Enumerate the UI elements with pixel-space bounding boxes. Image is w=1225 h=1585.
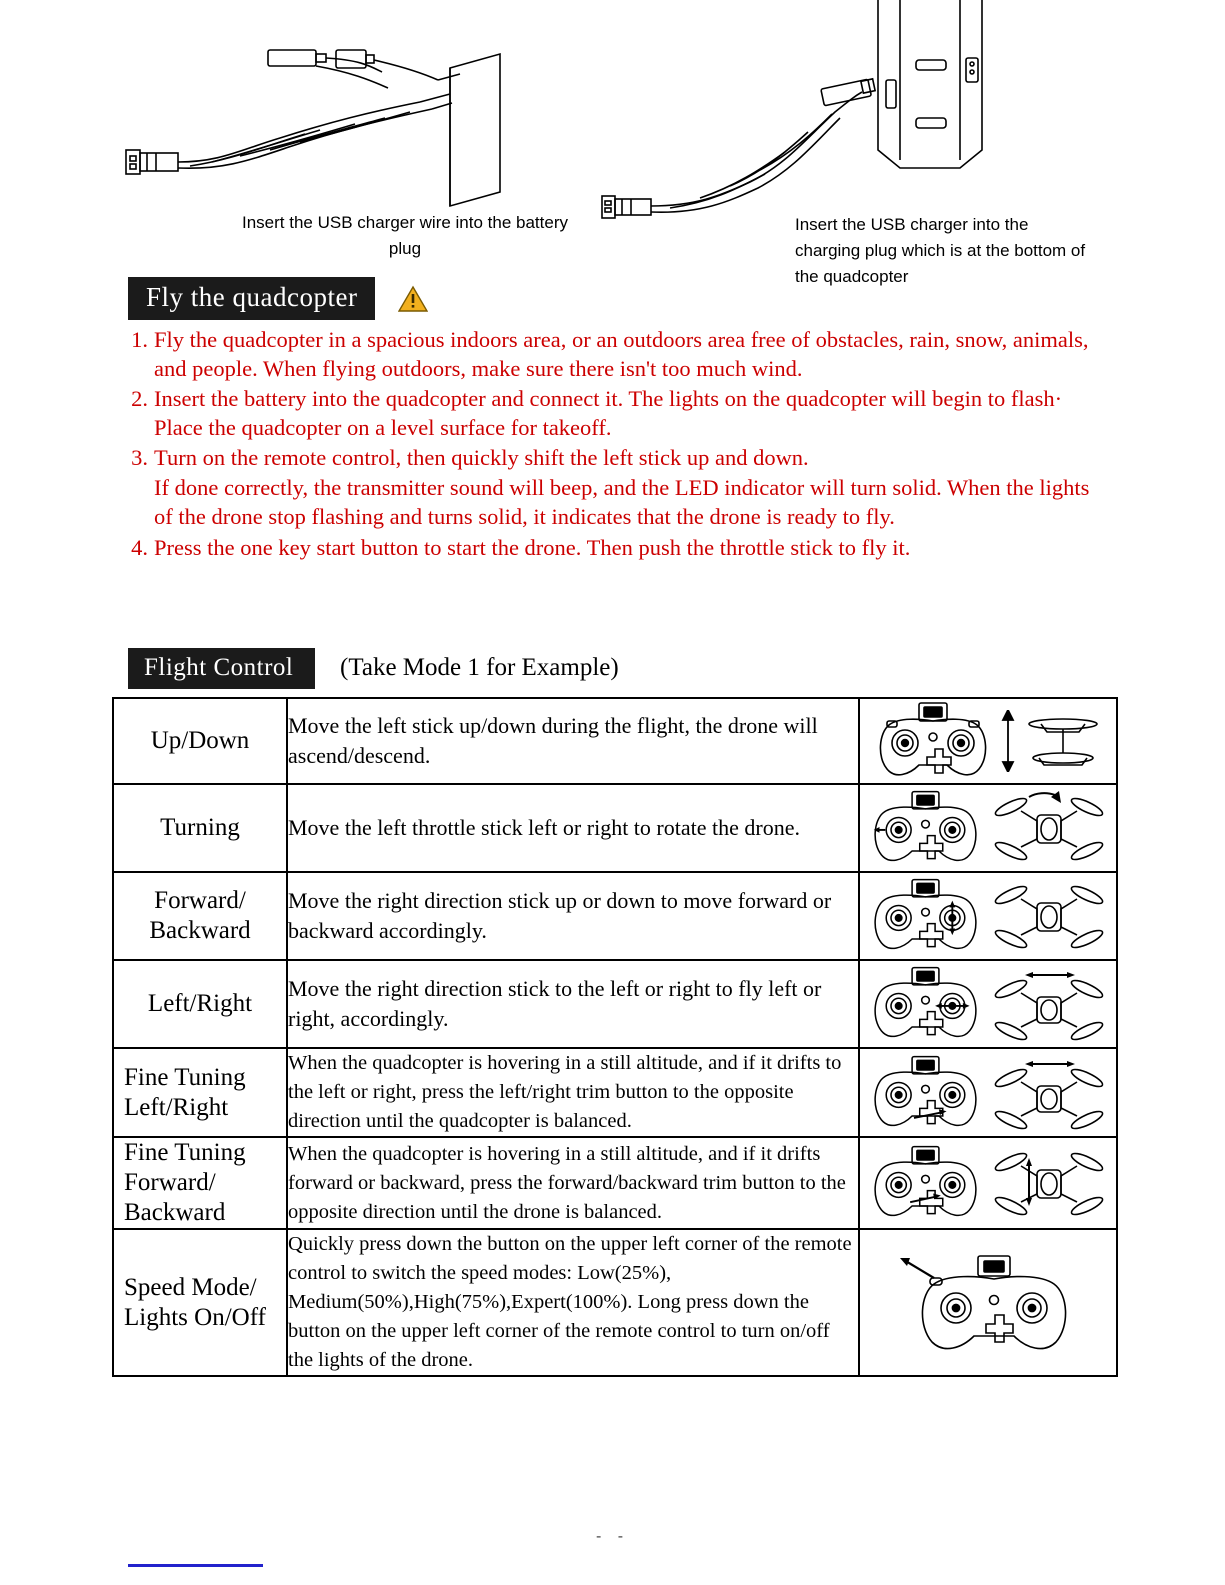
list-item [118, 325, 1098, 383]
table-cell-action: Turning [113, 784, 287, 872]
up-down-arrow-icon [999, 710, 1017, 772]
table-cell-description: Quickly press down the button on the upper left corner of the remote control to switch the speed modes: Low(25%), Medium(50%),High(75%),Expert(100%). Long press down the button on the upper left corner of the remote control to turn on/off the lights of the drone. [287, 1229, 859, 1376]
table-row [113, 1229, 1117, 1376]
section-header-flight-control: Flight Control [128, 648, 315, 689]
list-item-text: Press the one key start button to start the drone. Then push the throttle stick to fly it. [154, 535, 911, 560]
table-row [113, 784, 1117, 872]
list-item-text: Insert the battery into the quadcopter and connect it. The lights on the quadcopter will begin to flash· Place the quadcopter on a level surface for takeoff. [154, 386, 1063, 440]
table-row [113, 960, 1117, 1048]
list-item-text: Fly the quadcopter in a spacious indoors area, or an outdoors area free of obstacles, rain, snow, animals, and people. When flying outdoors, make sure there isn't too much wind. [154, 327, 1089, 381]
drone-top-rotate-icon [989, 785, 1109, 871]
table-cell-illustration [859, 1229, 1117, 1376]
table-cell-description: When the quadcopter is hovering in a still altitude, and if it drifts forward or backward, press the forward/backward trim button to the opposite direction until the drone is balanced. [287, 1137, 859, 1229]
drone-top-forward-backward-icon [989, 873, 1109, 959]
table-cell-illustration [859, 960, 1117, 1048]
warning-icon [398, 285, 428, 313]
caption-right: Insert the USB charger into the charging plug which is at the bottom of the quadcopter [795, 215, 1086, 286]
remote-control-icon [868, 1052, 983, 1134]
fly-instructions-list [118, 325, 1098, 563]
footer-underline [128, 1564, 263, 1567]
list-item-number: 3. [131, 445, 148, 470]
page-marker: - - [595, 1528, 630, 1545]
list-item [118, 384, 1098, 442]
table-cell-illustration [859, 1137, 1117, 1229]
remote-control-icon [868, 787, 983, 869]
list-item-number: 2. [131, 386, 148, 411]
usb-to-quadcopter-illustration [600, 0, 1020, 225]
usb-to-battery-illustration [120, 10, 540, 210]
list-item-text: Turn on the remote control, then quickly shift the left stick up and down. [154, 445, 809, 470]
charging-illustrations [0, 0, 1225, 300]
list-item-number: 4. [131, 535, 148, 560]
table-cell-description: Move the right direction stick up or down to move forward or backward accordingly. [287, 872, 859, 960]
remote-control-icon [873, 699, 993, 783]
table-cell-action: Speed Mode/ Lights On/Off [113, 1229, 287, 1376]
table-cell-description: Move the left throttle stick left or right to rotate the drone. [287, 784, 859, 872]
drone-top-trim-left-right-icon [989, 1050, 1109, 1136]
table-cell-action: Left/Right [113, 960, 287, 1048]
table-cell-description: Move the right direction stick to the left or right to fly left or right, accordingly. [287, 960, 859, 1048]
list-item-subtext: If done correctly, the transmitter sound will beep, and the LED indicator will turn solid. When the lights of the drone stop flashing and turns solid, it indicates that the drone is ready to fly. [154, 475, 1090, 529]
table-cell-illustration [859, 784, 1117, 872]
table-cell-action: Fine Tuning Left/Right [113, 1048, 287, 1137]
remote-control-icon [868, 875, 983, 957]
drone-top-trim-forward-backward-icon [989, 1140, 1109, 1226]
drone-side-icon [1023, 706, 1103, 776]
list-item [118, 533, 1098, 562]
remote-control-icon [868, 1142, 983, 1224]
list-item-number: 1. [131, 327, 148, 352]
table-cell-description: Move the left stick up/down during the flight, the drone will ascend/descend. [287, 698, 859, 784]
table-cell-action: Up/Down [113, 698, 287, 784]
table-cell-illustration [859, 698, 1117, 784]
remote-control-upper-left-button-icon [898, 1248, 1078, 1358]
remote-control-icon [868, 963, 983, 1045]
drone-top-left-right-icon [989, 961, 1109, 1047]
table-row [113, 698, 1117, 784]
section-header-fly: Fly the quadcopter [128, 277, 375, 320]
table-cell-description: When the quadcopter is hovering in a still altitude, and if it drifts to the left or right, press the left/right trim button to the opposite direction until the quadcopter is balanced. [287, 1048, 859, 1137]
table-cell-action: Fine Tuning Forward/ Backward [113, 1137, 287, 1229]
table-cell-illustration [859, 872, 1117, 960]
table-cell-action: Forward/ Backward [113, 872, 287, 960]
table-cell-illustration [859, 1048, 1117, 1137]
caption-left: Insert the USB charger wire into the battery plug [242, 213, 568, 258]
table-row [113, 1137, 1117, 1229]
list-item [118, 443, 1098, 472]
flight-control-table [112, 697, 1118, 1377]
flight-control-note: (Take Mode 1 for Example) [340, 654, 619, 681]
table-row [113, 872, 1117, 960]
table-row [113, 1048, 1117, 1137]
